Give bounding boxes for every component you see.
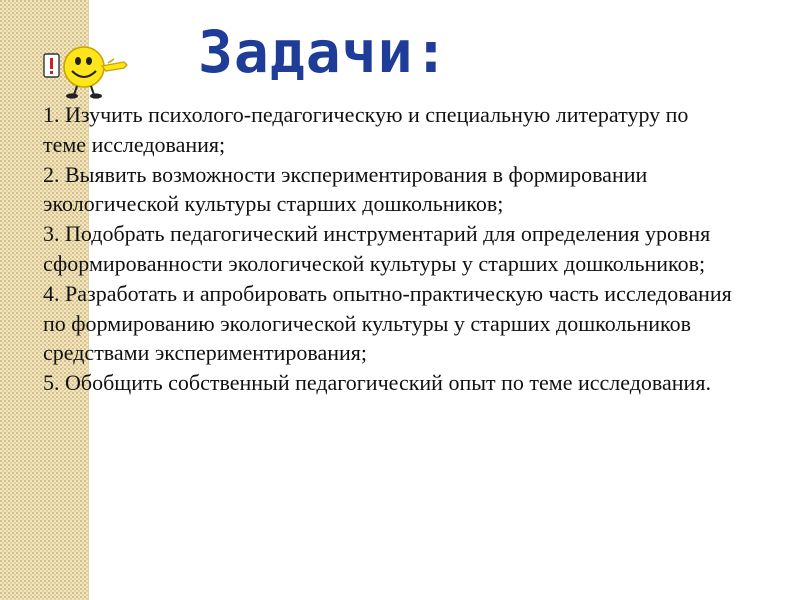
task-item-5: 5. Обобщить собственный педагогический опыт по теме исследования. [43,370,711,396]
task-list [43,100,733,398]
slide-title: Задачи: [198,18,450,86]
task-item-2: 2. Выявить возможности экспериментирования в формировании экологической культуры старших дошкольников; [43,161,648,217]
task-item-1: 1. Изучить психолого-педагогическую и специальную литературу по теме исследования; [43,102,689,157]
task-item-3: 3. Подобрать педагогический инструментарий для определения уровня сформированности экологической культуры у старших дошкольников; [43,221,711,276]
task-item-4: 4. Разработать и апробировать опытно-практическую часть исследования по формированию экологической культуры у старших дошкольников средствами экспериментирования; [43,280,732,366]
exclamation-sign-icon [44,54,59,77]
smiley-pointing-icon [42,40,132,100]
